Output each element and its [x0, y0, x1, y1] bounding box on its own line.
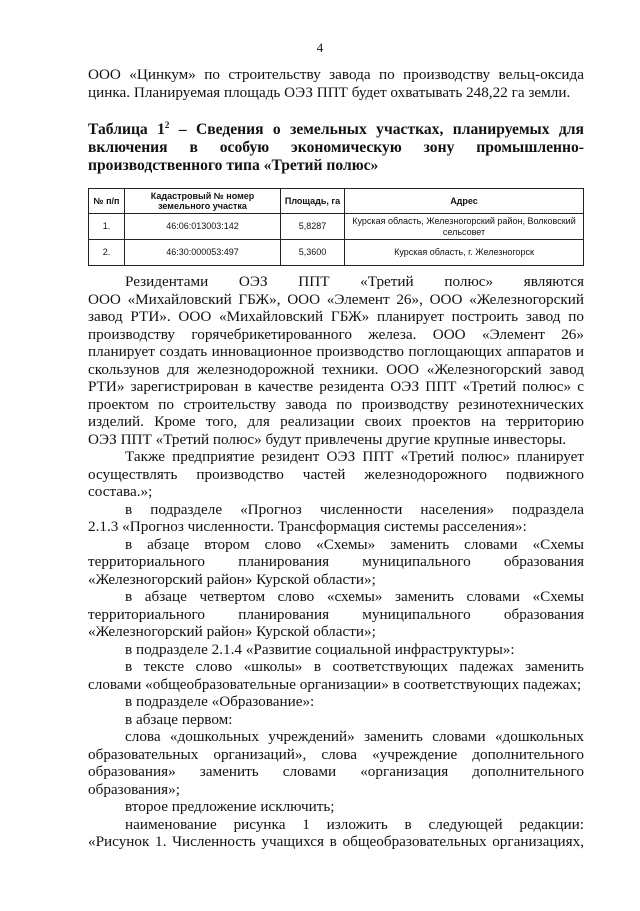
text-line: территориального планирования муниципального образования [88, 553, 584, 570]
text-line: второе предложение исключить; [125, 798, 335, 815]
text-line: ООО «Цинкум» по строительству завода по производству вельц-оксида [88, 66, 584, 83]
text-line: в тексте слово «школы» в соответствующих падежах заменить [125, 658, 584, 675]
land-plots-table [88, 188, 584, 266]
text-line: ОЭЗ ППТ «Третий полюс» будут привлечены другие крупные инвесторы. [88, 430, 567, 448]
text-line: образования» заменить словами «организация дополнительного [88, 763, 584, 780]
body-text [88, 273, 584, 851]
caption-table-label: Таблица 1 [88, 121, 165, 139]
table-caption [88, 116, 584, 266]
cell-num: 1. [89, 214, 125, 240]
text-line: проектом по строительству завода по производству резинотехнических [88, 395, 584, 413]
text-line: в подразделе 2.1.4 «Развитие социальной инфраструктуры»: [125, 640, 515, 658]
text-line: словами «общеобразовательные организации» в соответствующих падежах; [88, 675, 582, 693]
cell-address: Курская область, Железногорский район, Волковский сельсовет [345, 214, 584, 240]
header-address: Адрес [345, 189, 584, 214]
text-line: в подразделе «Образование»: [125, 693, 315, 710]
text-line: территориального планирования муниципального образования [88, 605, 584, 623]
text-line: Также предприятие резидент ОЭЗ ППТ «Третий полюс» планирует [125, 448, 584, 465]
text-line: производству горячебрикетированного железа. ООО «Элемент 26» [88, 325, 584, 343]
cell-num: 2. [89, 240, 125, 266]
text-line: Резидентами ОЭЗ ППТ «Третий полюс» являются [125, 273, 584, 290]
text-line: образования»; [88, 780, 180, 798]
text-line: «Железногорский район» Курской области»; [88, 570, 376, 588]
cell-area: 5,3600 [281, 240, 345, 266]
header-num: № п/п [89, 189, 125, 214]
text-line: состава.»; [88, 483, 153, 500]
text-line: в абзаце первом: [125, 710, 233, 728]
text-line: «Рисунок 1. Численность учащихся в общеобразовательных организациях, [88, 833, 584, 850]
intro-paragraph [88, 66, 584, 101]
table-header-row [89, 189, 584, 214]
text-line: завод РТИ». ООО «Михайловский ГБЖ» планирует построить завод по [88, 308, 584, 325]
text-line: в подразделе «Прогноз численности населения» подраздела [125, 500, 584, 518]
text-line: 2.1.3 «Прогноз численности. Трансформация системы расселения»: [88, 518, 527, 535]
page-number: 4 [316, 40, 324, 55]
table-row [89, 214, 584, 240]
header-cadastral: Кадастровый № номер земельного участка [125, 189, 281, 214]
table-row [89, 240, 584, 266]
caption-line: включения в особую экономическую зону промышленно- [88, 139, 584, 157]
text-line: цинка. Планируемая площадь ОЭЗ ППТ будет охватывать 248,22 га земли. [88, 83, 571, 101]
cell-cadastral: 46:30:000053:497 [125, 240, 281, 266]
caption-line [88, 116, 584, 139]
caption-superscript: 2 [164, 120, 170, 130]
text-line: образовательных организаций», слова «учреждение дополнительного [88, 745, 584, 763]
text-line: «Железногорский район» Курской области»; [88, 623, 376, 640]
cell-cadastral: 46:06:013003:142 [125, 214, 281, 240]
text-line: в абзаце четвертом слово «схемы» заменить словами «Схемы [125, 588, 584, 605]
text-line: осуществлять производство частей железнодорожного подвижного [88, 465, 584, 483]
text-line: слова «дошкольных учреждений» заменить словами «дошкольных [125, 728, 584, 745]
cell-address: Курская область, г. Железногорск [345, 240, 584, 266]
text-line: ООО «Михайловский ГБЖ», ООО «Элемент 26», ООО «Железногорский [88, 290, 584, 308]
text-line: в абзаце втором слово «Схемы» заменить словами «Схемы [125, 535, 584, 553]
header-area: Площадь, га [281, 189, 345, 214]
text-line: планирует создать инновационное производство поглощающих аппаратов и [88, 343, 584, 360]
caption-text: – Сведения о земельных участках, планируемых для [178, 121, 584, 139]
text-line: скользунов для железнодорожной техники. ООО «Железногорский завод [88, 360, 584, 378]
text-line: наименование рисунка 1 изложить в следующей редакции: [125, 815, 584, 833]
text-line: изделий. Кроме того, для реализации своих проектов на территорию [88, 413, 584, 430]
text-line: РТИ» зарегистрирован в качестве резидента ОЭЗ ППТ «Третий полюс» с [88, 378, 584, 395]
cell-area: 5,8287 [281, 214, 345, 240]
caption-line: производственного типа «Третий полюс» [88, 157, 379, 175]
